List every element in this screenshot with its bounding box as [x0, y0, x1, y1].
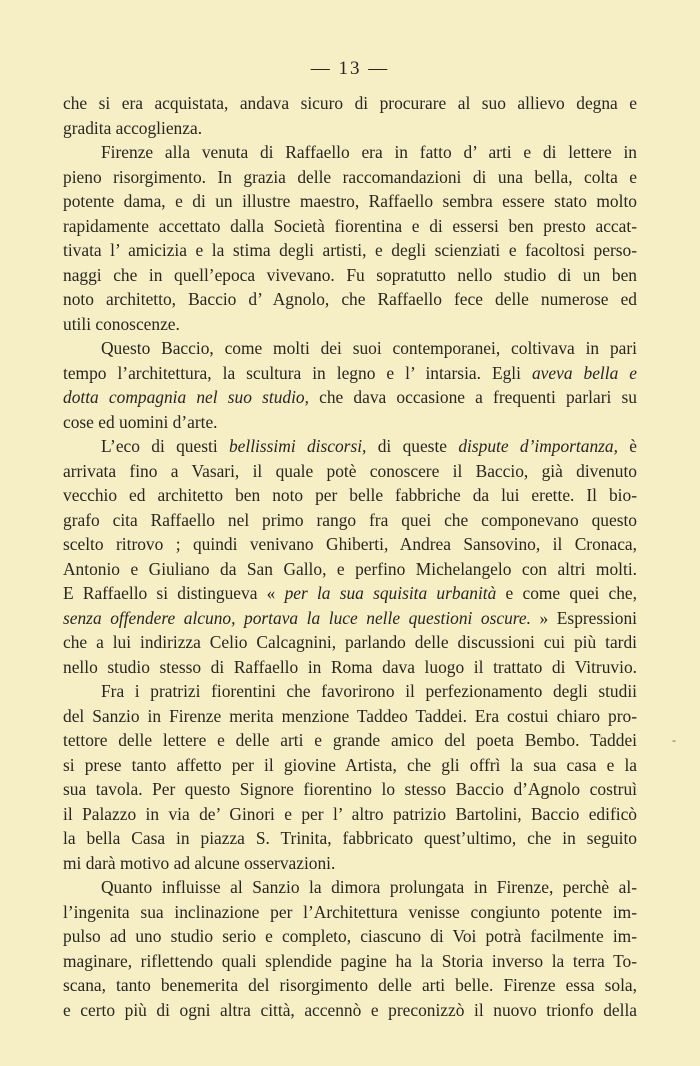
- text-line: Quanto influisse al Sanzio la dimora prolungata in Firenze, perchè al-: [101, 877, 637, 897]
- text-line: si prese tanto affetto per il giovine Artista, che gli offrì la sua casa e la: [63, 754, 637, 775]
- text-line: scana, tanto benemerita del risorgimento delle arti belle. Firenze essa sola,: [63, 975, 637, 995]
- text-line: L’eco di questi bellissimi discorsi, di queste dispute d’importanza, è: [101, 436, 637, 456]
- text-line: vecchio ed architetto ben noto per belle fabbriche da lui erette. Il bio-: [63, 485, 637, 505]
- margin-mark: -: [672, 733, 676, 747]
- text-line: noto architetto, Baccio d’ Agnolo, che Raffaello fece delle numerose ed: [63, 289, 637, 309]
- text-line: arrivata fino a Vasari, il quale potè conoscere il Baccio, già divenuto: [63, 460, 637, 481]
- text-line: che si era acquistata, andava sicuro di procurare al suo allievo degna e: [63, 93, 637, 113]
- text-line: senza offendere alcuno, portava la luce nelle questioni oscure. » Espressioni: [63, 607, 637, 628]
- text-line: scelto ritrovo ; quindi venivano Ghiberti, Andrea Sansovino, il Cronaca,: [63, 534, 637, 554]
- text-line: il Palazzo in via de’ Ginori e per l’ altro patrizio Bartolini, Baccio edificò: [63, 803, 637, 824]
- text-line: cose ed uomini d’arte.: [63, 411, 218, 432]
- text-line: e certo più di ogni altra città, accennò e preconizzò il nuovo trionfo della: [63, 999, 637, 1020]
- text-line: utili conoscenze.: [63, 313, 180, 334]
- text-line: tempo l’architettura, la scultura in legno e l’ intarsia. Egli aveva bella e: [63, 362, 638, 383]
- text-line: rapidamente accettato dalla Società fiorentina e di essersi ben presto accat-: [63, 215, 637, 236]
- text-line: che a lui indirizza Celio Calcagnini, parlando delle discussioni cui più tardi: [63, 632, 637, 652]
- text-line: Questo Baccio, come molti dei suoi contemporanei, coltivava in pari: [101, 338, 637, 358]
- text-line: naggi che in quell’epoca vivevano. Fu sopratutto nello studio di un ben: [63, 264, 637, 285]
- text-line: grafo cita Raffaello nel primo rango fra quei che componevano questo: [63, 509, 637, 530]
- text-line: pieno risorgimento. In grazia delle raccomandazioni di una bella, colta e: [63, 166, 637, 187]
- page-number: — 13 —: [310, 58, 390, 79]
- text-line: Antonio e Giuliano da San Gallo, e perfino Michelangelo con altri molti.: [63, 558, 637, 579]
- text-line: del Sanzio in Firenze merita menzione Taddeo Taddei. Era costui chiaro pro-: [63, 705, 637, 726]
- text-line: dotta compagnia nel suo studio, che dava occasione a frequenti parlari su: [63, 387, 637, 407]
- text-line: mi darà motivo ad alcune osservazioni.: [63, 852, 336, 873]
- text-line: maginare, riflettendo quali splendide pagine ha la Storia inverso la terra To-: [63, 950, 637, 971]
- text-line: Fra i pratrizi fiorentini che favorirono il perfezionamento degli studii: [101, 681, 637, 701]
- text-line: sua tavola. Per questo Signore fiorentino lo stesso Baccio d’Agnolo costruì: [63, 779, 637, 799]
- text-line: E Raffaello si distingueva « per la sua squisita urbanità e come quei che,: [63, 583, 637, 603]
- text-line: nello studio stesso di Raffaello in Roma dava luogo il trattato di Vitruvio.: [63, 656, 637, 677]
- text-line: Firenze alla venuta di Raffaello era in fatto d’ arti e di lettere in: [101, 142, 637, 162]
- text-line: l’ingenita sua inclinazione per l’Architettura venisse congiunto potente im-: [63, 901, 637, 922]
- text-line: la bella Casa in piazza S. Trinita, fabbricato quest’ultimo, che in seguito: [63, 828, 637, 848]
- text-line: gradita accoglienza.: [63, 117, 203, 138]
- text-line: tettore delle lettere e delle arti e grande amico del poeta Bembo. Taddei: [63, 730, 637, 750]
- body-text: [63, 91, 637, 1022]
- text-line: tivata l’ amicizia e la stima degli artisti, e degli scienziati e facoltosi perso-: [63, 240, 637, 260]
- text-line: pulso ad uno studio serio e completo, ciascuno di Voi potrà facilmente im-: [63, 926, 637, 946]
- text-line: potente dama, e di un illustre maestro, Raffaello sembra essere stato molto: [63, 191, 637, 211]
